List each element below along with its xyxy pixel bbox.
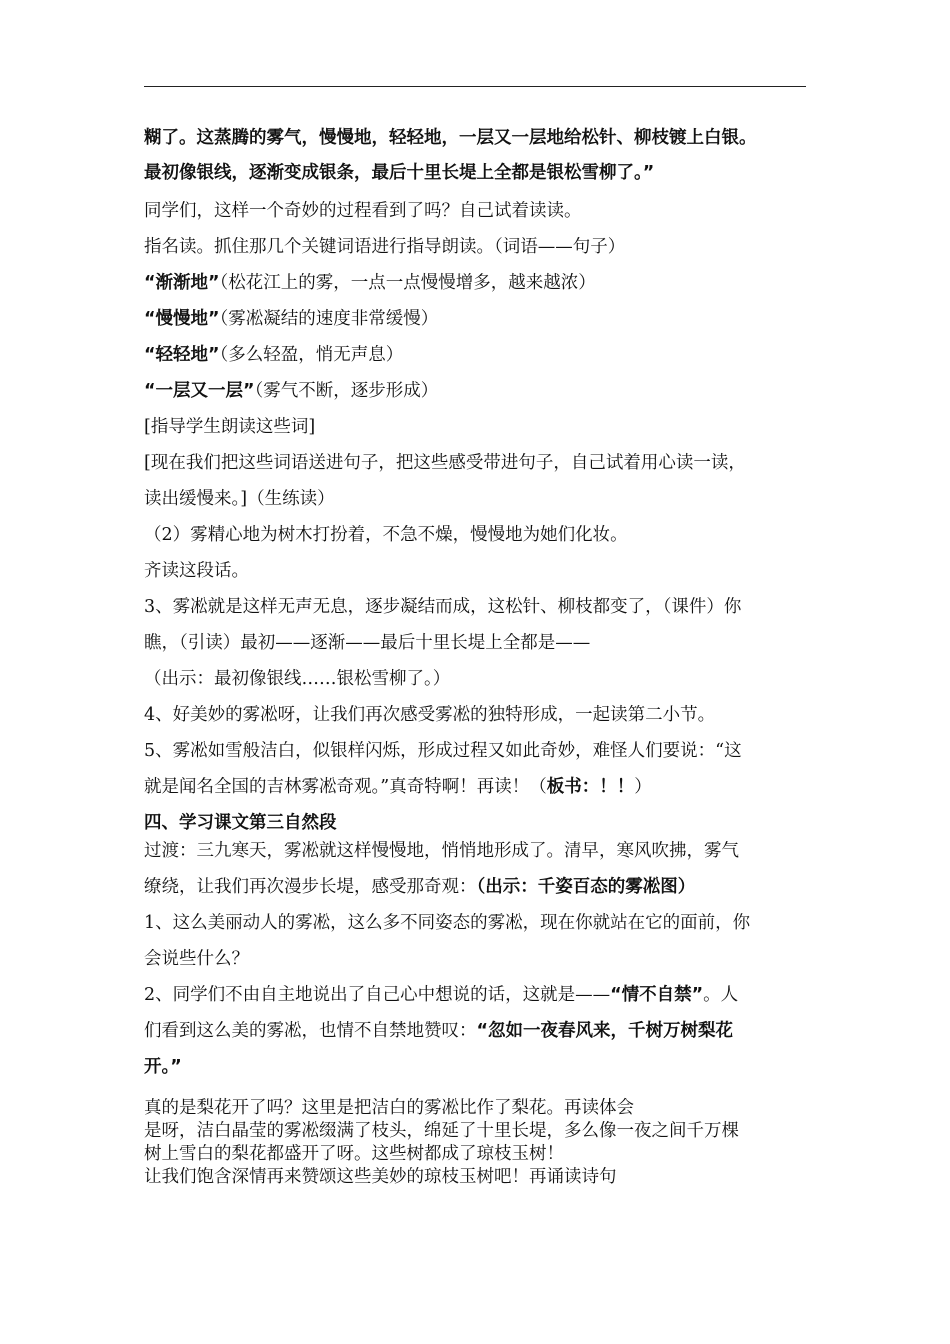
bold-text: 最初像银线，逐渐变成银条，最后十里长堤上全都是银松雪柳了。” — [144, 163, 655, 183]
text-line — [144, 1119, 814, 1143]
bold-text: 开。” — [144, 1057, 182, 1077]
bold-text: “慢慢地” — [144, 309, 220, 329]
header-rule — [144, 86, 806, 87]
text-line — [144, 1165, 814, 1189]
text-span: ） — [634, 777, 652, 797]
text-span: 会说些什么？ — [144, 949, 249, 969]
text-line — [144, 1142, 814, 1166]
text-line — [144, 839, 814, 863]
text-line — [144, 523, 814, 547]
text-line — [144, 595, 814, 619]
text-line — [144, 451, 814, 475]
text-line — [144, 739, 814, 763]
text-line — [144, 487, 814, 511]
bold-text: （出示：千姿百态的雾凇图） — [476, 877, 696, 897]
text-line — [144, 343, 814, 367]
text-span: 4、好美妙的雾凇呀，让我们再次感受雾凇的独特形成，一起读第二小节。 — [144, 705, 716, 725]
text-line — [144, 126, 814, 150]
text-line — [144, 271, 814, 295]
text-span: 树上雪白的梨花都盛开了呀。这些树都成了琼枝玉树！ — [144, 1144, 564, 1164]
text-line — [144, 199, 814, 223]
text-span: 就是闻名全国的吉林雾凇奇观。”真奇特啊！再读！（ — [144, 777, 547, 797]
text-line — [144, 415, 814, 439]
text-line — [144, 875, 814, 899]
section-heading — [144, 811, 814, 835]
text-span: 。人 — [703, 985, 739, 1005]
text-span: （雾气不断，逐步形成） — [254, 381, 439, 401]
text-line — [144, 1096, 814, 1120]
text-line — [144, 911, 814, 935]
text-span: 3、雾凇就是这样无声无息，逐步凝结而成，这松针、柳枝都变了，（课件）你 — [144, 597, 742, 617]
text-span: 1、这么美丽动人的雾凇，这么多不同姿态的雾凇，现在你就站在它的面前，你 — [144, 913, 751, 933]
text-line — [144, 161, 814, 185]
text-span: 齐读这段话。 — [144, 561, 249, 581]
bold-text: 四、学习课文第三自然段 — [144, 813, 337, 833]
text-span: 同学们，这样一个奇妙的过程看到了吗？自己试着读读。 — [144, 201, 582, 221]
text-line — [144, 307, 814, 331]
text-line — [144, 667, 814, 691]
text-line — [144, 235, 814, 259]
text-line — [144, 1019, 814, 1043]
text-span: 读出缓慢来。]（生练读） — [144, 489, 335, 509]
text-line — [144, 559, 814, 583]
text-span: 缭绕，让我们再次漫步长堤，感受那奇观： — [144, 877, 477, 897]
text-span: [指导学生朗读这些词] — [144, 417, 316, 437]
text-span: 过渡：三九寒天，雾凇就这样慢慢地，悄悄地形成了。清早，寒风吹拂，雾气 — [144, 841, 739, 861]
text-line — [144, 703, 814, 727]
bold-text: 糊了。这蒸腾的雾气，慢慢地，轻轻地，一层又一层地给松针、柳枝镀上白银。 — [144, 128, 757, 148]
text-line — [144, 775, 814, 799]
text-span: 瞧，（引读）最初——逐渐——最后十里长堤上全都是—— — [144, 633, 591, 653]
text-span: 指名读。抓住那几个关键词语进行指导朗读。（词语——句子） — [144, 237, 626, 257]
text-span: （雾凇凝结的速度非常缓慢） — [219, 309, 439, 329]
bold-text: “一层又一层” — [144, 381, 255, 401]
text-span: （2）雾精心地为树木打扮着，不急不燥，慢慢地为她们化妆。 — [144, 525, 628, 545]
text-span: 让我们饱含深情再来赞颂这些美妙的琼枝玉树吧！再诵读诗句 — [144, 1167, 617, 1187]
text-span: （多么轻盈，悄无声息） — [219, 345, 404, 365]
text-line — [144, 379, 814, 403]
text-line — [144, 983, 814, 1007]
text-span: 是呀，洁白晶莹的雾凇缀满了枝头，绵延了十里长堤，多么像一夜之间千万棵 — [144, 1121, 739, 1141]
text-span: 真的是梨花开了吗？这里是把洁白的雾凇比作了梨花。再读体会 — [144, 1098, 634, 1118]
text-span: 们看到这么美的雾凇，也情不自禁地赞叹： — [144, 1021, 477, 1041]
text-span: 5、雾凇如雪般洁白，似银样闪烁，形成过程又如此奇妙，难怪人们要说：“这 — [144, 741, 742, 761]
text-span: [现在我们把这些词语送进句子，把这些感受带进句子，自己试着用心读一读， — [144, 453, 746, 473]
bold-text: “忽如一夜春风来，千树万树梨花 — [476, 1021, 734, 1041]
bold-text: “情不自禁” — [610, 985, 704, 1005]
bold-text: “轻轻地” — [144, 345, 220, 365]
bold-text: “渐渐地” — [144, 273, 220, 293]
text-span: 2、同学们不由自主地说出了自己心中想说的话，这就是—— — [144, 985, 611, 1005]
text-line — [144, 1055, 814, 1079]
text-line — [144, 631, 814, 655]
bold-text: 板书：！！ — [546, 777, 635, 797]
text-span: （松花江上的雾，一点一点慢慢增多，越来越浓） — [219, 273, 596, 293]
text-line — [144, 947, 814, 971]
text-span: （出示：最初像银线……银松雪柳了。） — [144, 669, 451, 689]
